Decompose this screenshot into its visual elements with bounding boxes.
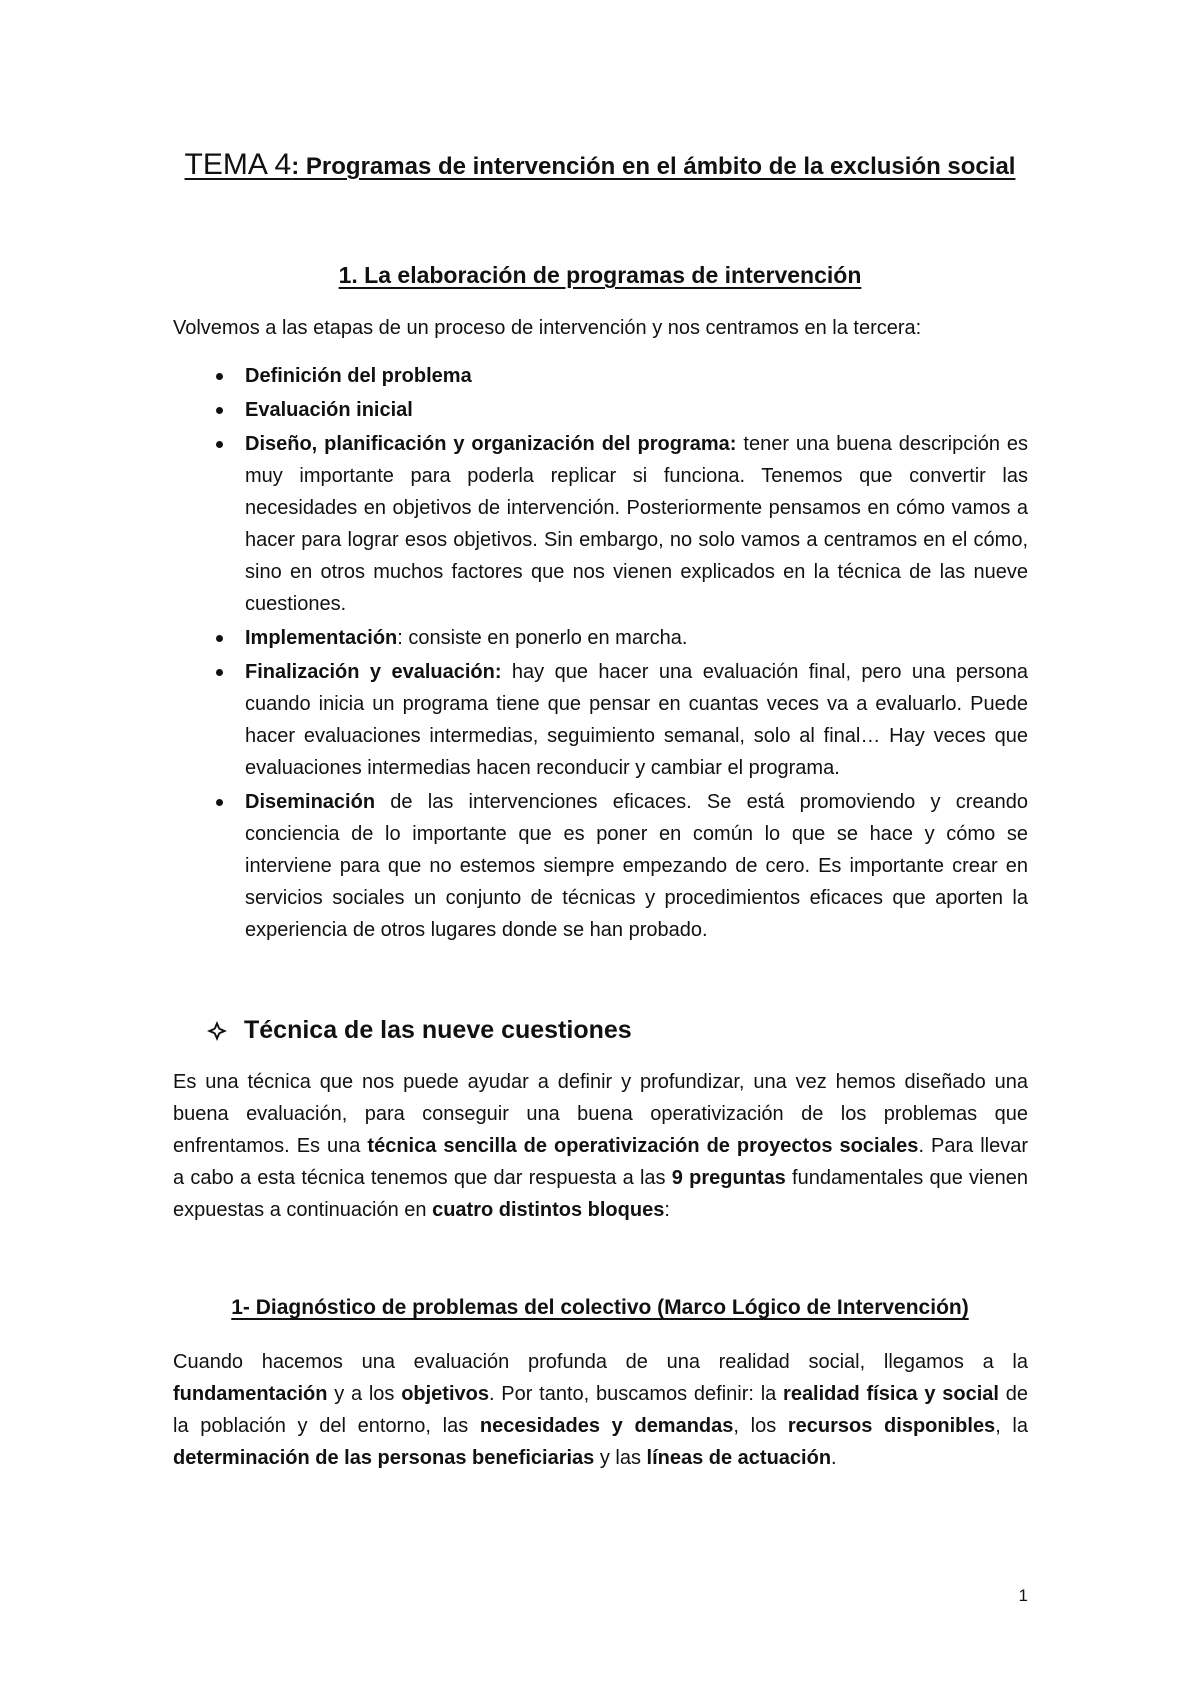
list-item-bold: Finalización y evaluación: (245, 661, 502, 683)
title-prefix: TEMA 4 (184, 148, 292, 181)
list-item-bold: Evaluación inicial (245, 399, 413, 421)
section1-heading: 1. La elaboración de programas de intervención (338, 262, 862, 288)
diamond-bullet-icon (206, 1020, 228, 1042)
list-item-text: hay que hacer una evaluación final, pero una persona cuando inicia un programa tiene que pensar en cuantas veces va a evaluarlo. Puede hacer evaluaciones intermedias, seguimiento semanal, solo al final… Hay veces que evaluaciones intermedias hacen reconducir y cambiar el programa. (245, 661, 1028, 779)
list-item (173, 786, 1028, 946)
list-item (173, 394, 1028, 426)
list-item (173, 360, 1028, 392)
section3-heading: 1- Diagnóstico de problemas del colectivo (Marco Lógico de Intervención) (231, 1296, 969, 1319)
list-item-bold: Definición del problema (245, 365, 472, 387)
section1-intro: Volvemos a las etapas de un proceso de intervención y nos centramos en la tercera: (173, 317, 922, 339)
list-item-bold: Diseminación (245, 791, 376, 813)
document-title (0, 148, 1200, 182)
section2-heading-row (206, 1016, 632, 1045)
list-item (173, 656, 1028, 784)
title-suffix: : Programas de intervención en el ámbito de la exclusión social (291, 153, 1016, 180)
page-number: 1 (1018, 1586, 1028, 1605)
list-item-bold: Diseño, planificación y organización del programa: (245, 433, 737, 455)
nine-questions-paragraph: Es una técnica que nos puede ayudar a definir y profundizar, una vez hemos diseñado una buena evaluación, para conseguir una buena operativización de los problemas que enfrentamos. Es una técnica sencilla de operativización de proyectos sociales. Para llevar a cabo a esta técnica tenemos que dar respuesta a las 9 preguntas fundamentales que vienen expuestas a continuación en cuatro distintos bloques: (173, 1071, 1029, 1221)
list-item (173, 428, 1028, 620)
list-item-text: : consiste en ponerlo en marcha. (397, 627, 688, 649)
list-item (173, 622, 1028, 654)
stages-list (173, 360, 1028, 948)
list-item-text: tener una buena descripción es muy importante para poderla replicar si funciona. Tenemos que convertir las necesidades en objetivos de intervención. Posteriormente pensamos en cómo vamos a hacer para lograr esos objetivos. Sin embargo, no solo vamos a centramos en el cómo, sino en otros muchos factores que nos vienen explicados en la técnica de las nueve cuestiones. (245, 433, 1028, 615)
list-item-bold: Implementación (245, 627, 398, 649)
section2-heading: Técnica de las nueve cuestiones (244, 1016, 632, 1044)
list-item-text: de las intervenciones eficaces. Se está promoviendo y creando conciencia de lo importante que es poner en común lo que se hace y cómo se interviene para que no estemos siempre empezando de cero. Es importante crear en servicios sociales un conjunto de técnicas y procedimientos eficaces que aporten la experiencia de otros lugares donde se han probado. (245, 791, 1028, 941)
diagnosis-paragraph: Cuando hacemos una evaluación profunda de una realidad social, llegamos a la fundamentación y a los objetivos. Por tanto, buscamos definir: la realidad física y social de la población y del entorno, las necesidades y demandas, los recursos disponibles, la determinación de las personas beneficiarias y las líneas de actuación. (173, 1351, 1028, 1469)
